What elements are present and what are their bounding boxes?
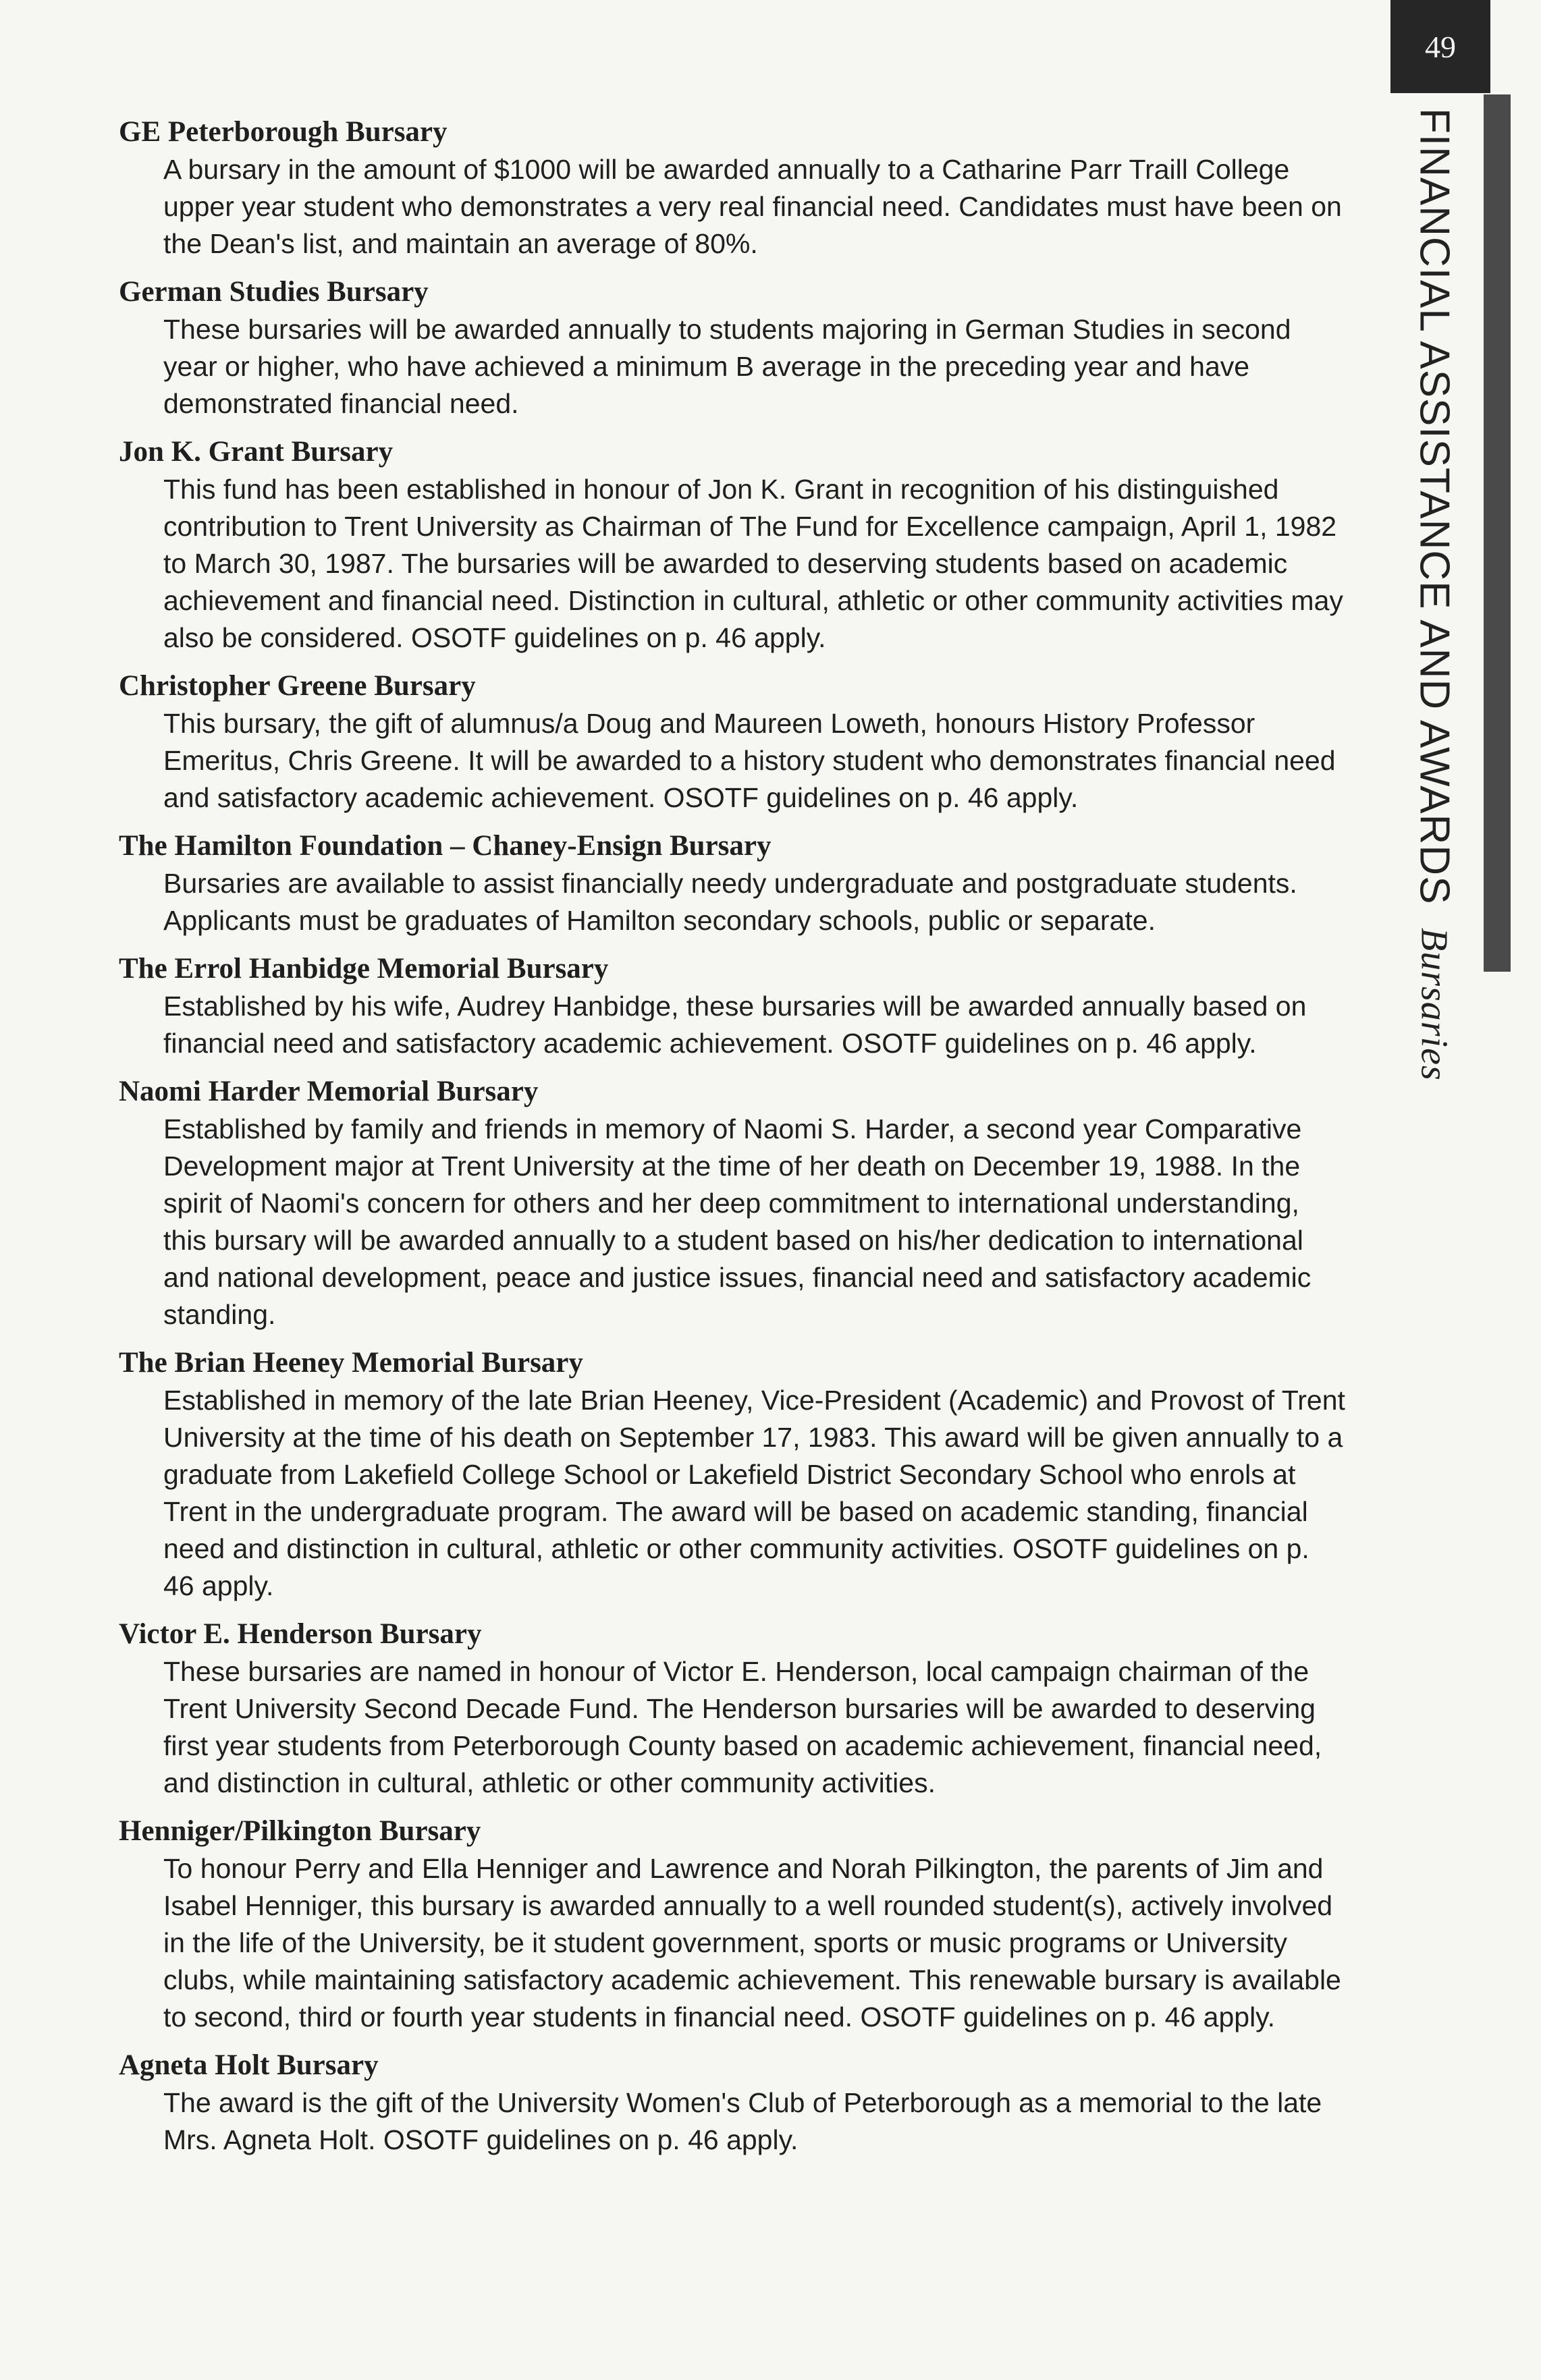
bursary-title: GE Peterborough Bursary <box>119 116 448 148</box>
bursary-title: The Hamilton Foundation – Chaney-Ensign Bursary <box>119 830 772 862</box>
bursary-description: Established by his wife, Audrey Hanbidge, these bursaries will be awarded annually based on financial need and satisfactory academic achievement. OSOTF guidelines on p. 46 apply. <box>163 991 1307 1059</box>
bursary-entry <box>119 667 1361 817</box>
bursary-description: To honour Perry and Ella Henniger and Lawrence and Norah Pilkington, the parents of Jim and Isabel Henniger, this bursary is awarded annually to a well rounded student(s), actively involved in the life of the University, be it student government, sports or music programs or University clubs, while maintaining satisfactory academic achievement. This renewable bursary is available to second, third or fourth year students in financial need. OSOTF guidelines on p. 46 apply. <box>163 1853 1341 2032</box>
side-bar <box>1484 94 1511 972</box>
bursary-entry <box>119 433 1361 657</box>
bursary-title: German Studies Bursary <box>119 276 429 308</box>
bursary-entry <box>119 950 1361 1062</box>
bursary-entry <box>119 1615 1361 1802</box>
page-number: 49 <box>1390 0 1490 93</box>
bursary-title: Agneta Holt Bursary <box>119 2049 379 2081</box>
bursary-description: This fund has been established in honour of Jon K. Grant in recognition of his distinguished contribution to Trent University as Chairman of The Fund for Excellence campaign, April 1, 1982 to March 30, 1987. The bursaries will be awarded to deserving students based on academic achievement and financial need. Distinction in cultural, athletic or other community activities may also be considered. OSOTF guidelines on p. 46 apply. <box>163 474 1343 653</box>
bursary-entry <box>119 2047 1361 2159</box>
bursary-entry <box>119 1073 1361 1333</box>
bursary-description: Established in memory of the late Brian Heeney, Vice-President (Academic) and Provost of Trent University at the time of his death on September 17, 1983. This award will be given annually to a graduate from Lakefield College School or Lakefield District Secondary School who enrols at Trent in the undergraduate program. The award will be based on academic standing, financial need and distinction in cultural, athletic or other community activities. OSOTF guidelines on p. 46 apply. <box>163 1385 1345 1601</box>
bursary-title: Henniger/Pilkington Bursary <box>119 1815 481 1847</box>
bursary-entry <box>119 1812 1361 2036</box>
section-title: FINANCIAL ASSISTANCE AND AWARDS <box>1411 108 1458 905</box>
bursary-title: Victor E. Henderson Bursary <box>119 1618 482 1650</box>
bursary-description: These bursaries will be awarded annually to students majoring in German Studies in second year or higher, who have achieved a minimum B average in the preceding year and have demonstrated financial need. <box>163 314 1291 419</box>
bursary-entry <box>119 273 1361 422</box>
bursary-title: Naomi Harder Memorial Bursary <box>119 1076 539 1107</box>
bursary-title: Christopher Greene Bursary <box>119 670 476 702</box>
bursary-entry <box>119 1344 1361 1605</box>
bursary-title: The Errol Hanbidge Memorial Bursary <box>119 953 609 985</box>
bursary-list <box>119 113 1361 2169</box>
bursary-description: These bursaries are named in honour of Victor E. Henderson, local campaign chairman of the Trent University Second Decade Fund. The Henderson bursaries will be awarded to deserving first year students from Peterborough County based on academic achievement, financial need, and distinction in cultural, athletic or other community activities. <box>163 1656 1322 1798</box>
bursary-title: Jon K. Grant Bursary <box>119 436 394 468</box>
bursary-title: The Brian Heeney Memorial Bursary <box>119 1347 583 1379</box>
bursary-description: This bursary, the gift of alumnus/a Doug and Maureen Loweth, honours History Professor Emeritus, Chris Greene. It will be awarded to a history student who demonstrates financial need and satisfactory academic achievement. OSOTF guidelines on p. 46 apply. <box>163 708 1336 813</box>
bursary-description: Established by family and friends in memory of Naomi S. Harder, a second year Comparative Development major at Trent University at the time of her death on December 19, 1988. In the spirit of Naomi's concern for others and her deep commitment to international understanding, this bursary will be awarded annually to a student based on his/her dedication to international and national development, peace and justice issues, financial need and satisfactory academic standing. <box>163 1113 1312 1330</box>
bursary-entry <box>119 827 1361 939</box>
bursary-description: A bursary in the amount of $1000 will be awarded annually to a Catharine Parr Traill College upper year student who demonstrates a very real financial need. Candidates must have been on the Dean's list, and maintain an average of 80%. <box>163 154 1342 259</box>
section-header <box>1387 108 1482 1081</box>
bursary-description: Bursaries are available to assist financially needy undergraduate and postgraduate students. Applicants must be graduates of Hamilton secondary schools, public or separate. <box>163 868 1297 936</box>
bursary-description: The award is the gift of the University Women's Club of Peterborough as a memorial to the late Mrs. Agneta Holt. OSOTF guidelines on p. 46 apply. <box>163 2087 1322 2155</box>
section-subtitle: Bursaries <box>1413 927 1455 1081</box>
bursary-entry <box>119 113 1361 262</box>
